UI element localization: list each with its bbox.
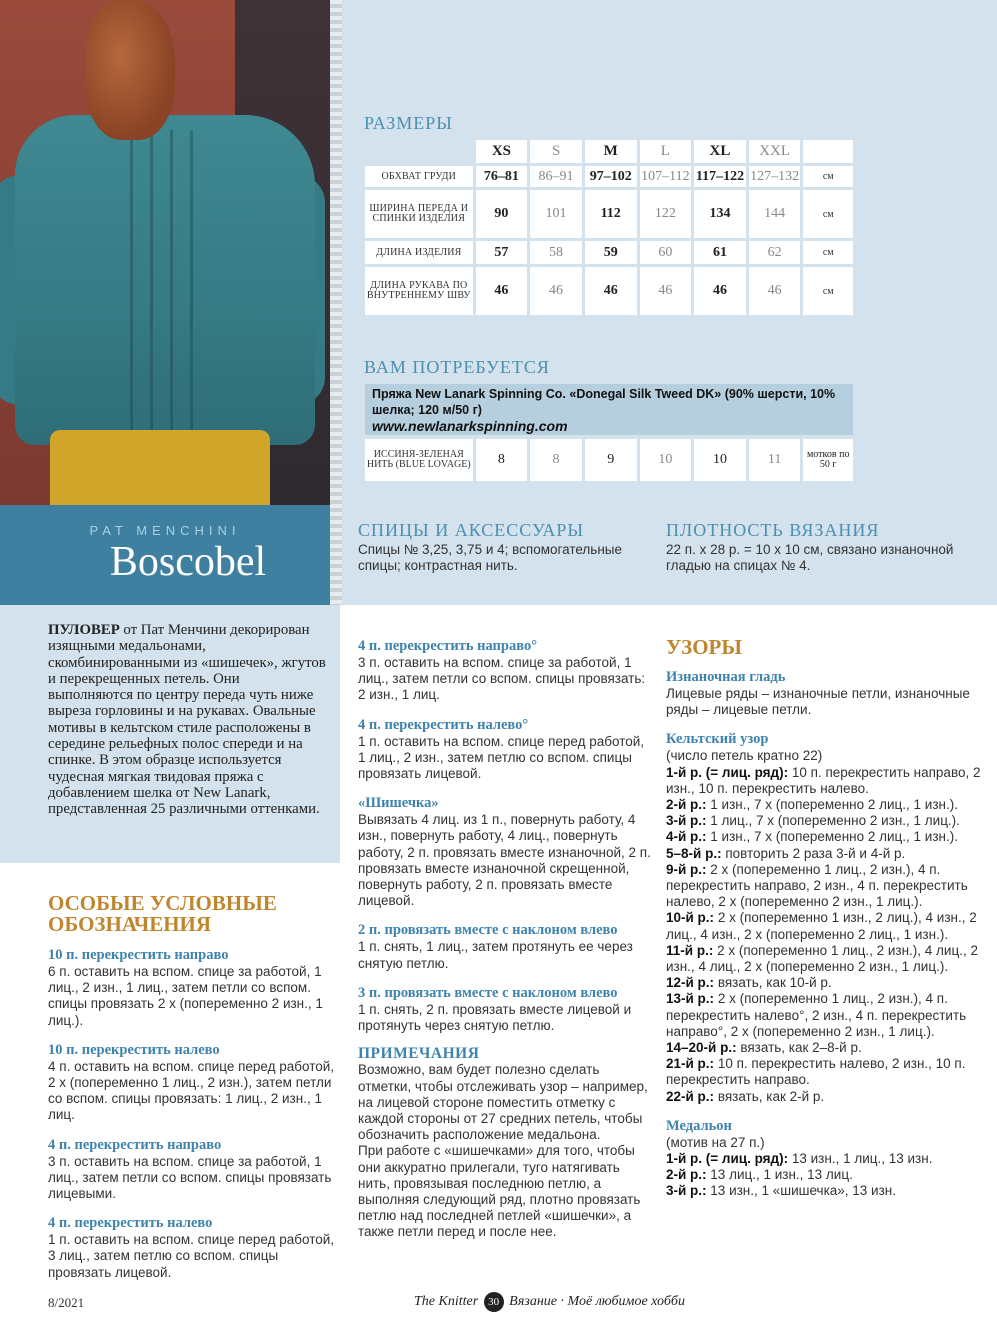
stitch-title: 2 п. провязать вместе с наклоном влево [358,922,618,939]
sizes-table [362,137,856,318]
row-instruction: 13 изн., 1 «шишечка», 13 изн. [706,1183,896,1199]
photo-rib-line [130,130,133,430]
sizes-title: РАЗМЕРЫ [364,113,453,133]
size-value: 46 [476,267,528,315]
stitch-text: 1 п. оставить на вспом. спице перед работой, 3 лиц., затем петлю со вспом. спицы провязать лицевой. [48,1232,335,1280]
row-label: ДЛИНА РУКАВА ПО ВНУТРЕННЕМУ ШВУ [365,267,473,315]
size-value: 117–122 [694,166,746,187]
size-value: 58 [530,241,582,264]
pattern-subtitle: Медальон [666,1117,732,1134]
pattern-row [666,910,986,942]
pattern-row [666,943,986,975]
row-instruction: 2 х (попеременно 1 лиц., 2 изн.), 4 п. перекрестить направо, 2 изн., 4 п. перекрестить налево, 2 х (попеременно 2 изн., 1 лиц.). [666,861,968,910]
designer-name: PAT MENCHINI [89,523,241,538]
sizes-header-row [365,140,853,163]
pattern-note: (число петель кратно 22) [666,748,823,764]
size-col-header: M [585,140,637,163]
size-col-header: L [640,140,692,163]
yarn-url-link[interactable]: www.newlanarkspinning.com [372,418,568,434]
table-row [365,267,853,315]
row-number: 12-й р.: [666,975,715,991]
needles-text: Спицы № 3,25, 3,75 и 4; вспомогательные спицы; контрастная нить. [358,542,623,573]
intro-text: от Пат Менчини декорирован изящными медальонами, скомбинированными из «шишечек», жгутов и перекрещенных петель. Они выполняются по центру переда чуть ниже выреза горловины и на рукавах. Овальные мотивы в кельтском стиле расположены в середине рельефных полос спереди и на спинке. В этом образце используется чудесная мягкая твидовая пряжа с добавлением шелка от New Lanark, представленная 25 различными оттенками. [48,622,326,818]
photo-hair [85,0,175,140]
row-number: 5–8-й р.: [666,845,722,861]
size-value: 122 [640,190,692,238]
needles-title: СПИЦЫ И АКСЕССУАРЫ [358,520,585,540]
page-number: 30 [484,1292,504,1312]
pattern-row [666,797,986,813]
pattern-row [666,975,986,991]
row-label: ОБХВАТ ГРУДИ [365,166,473,187]
legend-column-2 [358,637,653,1241]
row-number: 3-й р.: [666,813,707,829]
stitch-title: 4 п. перекрестить направо [48,1136,222,1153]
row-instruction: повторить 2 раза 3-й и 4-й р. [721,845,906,861]
size-col-header: XS [476,140,528,163]
skein-count: 9 [585,439,637,481]
row-number: 3-й р.: [666,1183,707,1199]
pattern-row [666,1183,986,1199]
size-value: 46 [694,267,746,315]
row-label: ИССИНЯ-ЗЕЛЕНАЯ НИТЬ (BLUE LOVAGE) [365,439,473,481]
stitch-title: 3 п. провязать вместе с наклоном влево [358,984,618,1001]
pattern-row [666,1056,986,1088]
stitch-text: 1 п. снять, 2 п. провязать вместе лицевой и протянуть через снятую петлю. [358,1001,632,1034]
size-value: 46 [640,267,692,315]
row-instruction: 10 п. перекрестить налево, 2 изн., 10 п. перекрестить направо. [666,1056,966,1088]
row-instruction: 1 изн., 7 х (попеременно 2 лиц., 1 изн.). [706,797,958,813]
stitch-text: 1 п. снять, 1 лиц., затем протянуть ее через снятую петлю. [358,939,633,971]
yarn-amount-table [362,436,856,484]
medallion-rows [666,1151,986,1200]
notes-paragraph: При работе с «шишечками» для того, чтобы они аккуратно прилегали, туго натягивать нить, провязывая последнюю петлю, а выполняя следующий ряд, плотно провязать петлю над последней петлей «шишечки», а также петли перед и после нее. [358,1143,641,1240]
pattern-row [666,862,986,911]
stitch-text: 3 п. оставить на вспом. спице за работой, 1 лиц., затем петли со вспом. спицы провязать лицевыми. [48,1153,332,1202]
patterns-title: УЗОРЫ [666,635,743,659]
stitch-title: 10 п. перекрестить налево [48,1041,220,1058]
skein-count: 11 [749,439,801,481]
row-instruction: 1 лиц., 7 х (попеременно 2 изн., 1 лиц.). [706,813,960,829]
row-instruction: вязать, как 2-й р. [714,1088,825,1104]
pattern-text: Лицевые ряды – изнаночные петли, изнаночные ряды – лицевые петли. [666,686,970,718]
size-value: 59 [585,241,637,264]
row-instruction: 10 п. перекрестить направо, 2 изн., 10 п. перекрестить налево. [666,764,981,796]
size-value: 60 [640,241,692,264]
skein-count: 10 [640,439,692,481]
stitch-title: 10 п. перекрестить направо [48,947,229,963]
row-number: 2-й р.: [666,1167,707,1183]
magazine-name: The Knitter [414,1294,479,1310]
size-value: 57 [476,241,528,264]
row-instruction: вязать, как 10-й р. [714,975,832,991]
gauge-title: ПЛОТНОСТЬ ВЯЗАНИЯ [666,520,880,540]
size-col-header: S [530,140,582,163]
row-label: ШИРИНА ПЕРЕДА И СПИНКИ ИЗДЕЛИЯ [365,190,473,238]
unit-label: см [803,267,853,315]
stitch-text: 1 п. оставить на вспом. спице перед работой, 1 лиц., 2 изн., затем петлю со вспом. спицы провязать лицевой. [358,733,645,782]
magazine-footer [414,1292,685,1312]
unit-label: см [803,190,853,238]
celtic-rows [666,765,986,1105]
size-value: 107–112 [640,166,692,187]
magazine-subtitle: Вязание · Моё любимое хобби [509,1294,685,1310]
pattern-row [666,1167,986,1183]
stitch-text: 4 п. оставить на вспом. спице перед работой, 2 х (попеременно 1 лиц., 2 изн.), затем петли со вспом. спицы провязать: 1 лиц., 2 изн., 1 лиц. [48,1058,335,1123]
row-label: ДЛИНА ИЗДЕЛИЯ [365,241,473,264]
pattern-name: Boscobel [109,539,267,585]
row-instruction: 13 изн., 1 лиц., 13 изн. [788,1151,933,1167]
skein-count: 10 [694,439,746,481]
photo-rib-line [170,130,173,430]
pattern-row [666,813,986,829]
pattern-row [666,829,986,845]
intro-lead: ПУЛОВЕР [48,622,120,638]
size-value: 61 [694,241,746,264]
pattern-row [666,765,986,797]
legend-column-1 [48,946,343,1281]
size-value: 112 [585,190,637,238]
size-value: 144 [749,190,801,238]
sizes-corner-cell [365,140,473,163]
stitch-text: 3 п. оставить на вспом. спице за работой, 1 лиц., затем петли со вспом. спицы провязать: 2 изн., 1 лиц. [358,655,646,703]
row-number: 11-й р.: [666,942,714,958]
patterns-column [666,668,986,1200]
table-row [365,241,853,264]
pattern-subtitle: Кельтский узор [666,731,769,748]
pattern-note: (мотив на 27 п.) [666,1134,765,1150]
materials-title: ВАМ ПОТРЕБУЕТСЯ [364,357,550,377]
size-value: 62 [749,241,801,264]
pattern-row [666,991,986,1040]
unit-label: см [803,166,853,187]
sizes-unit-header [803,140,853,163]
pattern-row [666,846,986,862]
notes-paragraph: Возможно, вам будет полезно сделать отметки, чтобы отслеживать узор – например, на лицевой стороне поместить отметку с каждой стороны от 27 средних петель, чтобы обозначить расположение медальона. [358,1062,648,1143]
table-row [365,439,853,481]
unit-label: см [803,241,853,264]
stitch-title: 4 п. перекрестить налево° [358,716,529,733]
page-spine [330,0,342,605]
row-number: 21-й р.: [666,1056,715,1072]
photo-sweater [15,115,315,445]
row-instruction: 13 лиц., 1 изн., 13 лиц. [706,1167,853,1183]
row-number: 2-й р.: [666,797,707,813]
skein-count: 8 [476,439,528,481]
photo-pants [50,430,270,505]
stitch-title: 4 п. перекрестить направо° [358,638,537,654]
size-value: 134 [694,190,746,238]
stitch-text: Вывязать 4 лиц. из 1 п., повернуть работу, 4 изн., повернуть работу, 4 лиц., повернуть работу, 2 п. провязать вместе изнаночной, 2 п. провязать вместе изнаночной скрещенной, повернуть работу, 2 п. провязать вместе лицевой. [358,812,651,909]
size-value: 46 [585,267,637,315]
stitch-title: «Шишечка» [358,795,439,812]
row-instruction: 2 х (попеременно 1 изн., 2 лиц.), 4 изн., 2 лиц., 4 изн., 2 х (попеременно 2 лиц., 1 изн.). [666,910,977,942]
row-number: 4-й р.: [666,829,707,845]
notes-title: ПРИМЕЧАНИЯ [358,1045,480,1063]
stitch-title: 4 п. перекрестить налево [48,1215,213,1232]
size-value: 46 [749,267,801,315]
model-photo [0,0,330,505]
intro-box [0,605,340,863]
size-value: 97–102 [585,166,637,187]
row-number: 22-й р.: [666,1088,715,1104]
yarn-name: Пряжа New Lanark Spinning Co. «Donegal Silk Tweed DK» [372,387,722,401]
legend-title: ОСОБЫЕ УСЛОВНЫЕ ОБОЗНАЧЕНИЯ [48,891,277,936]
stitch-text: 6 п. оставить на вспом. спице за работой, 1 лиц., 2 изн., 1 лиц., затем петли со вспом. спицы провязать 2 х (попеременно 2 изн., 1 лиц.). [48,964,323,1028]
size-value: 90 [476,190,528,238]
size-value: 46 [530,267,582,315]
pattern-row [666,1151,986,1167]
table-row [365,166,853,187]
row-number: 13-й р.: [666,991,715,1007]
size-value: 86–91 [530,166,582,187]
size-value: 76–81 [476,166,528,187]
yarn-box [365,384,853,435]
skein-count: 8 [530,439,582,481]
size-value: 127–132 [749,166,801,187]
photo-rib-line [190,130,193,430]
row-number: 1-й р. (= лиц. ряд): [666,764,789,780]
unit-label: мотков по 50 г [803,439,853,481]
table-row [365,190,853,238]
row-number: 14–20-й р.: [666,1040,737,1056]
gauge-text: 22 п. х 28 р. = 10 х 10 см, связано изнаночной гладью на спицах № 4. [666,542,954,573]
row-number: 1-й р. (= лиц. ряд): [666,1151,789,1167]
row-number: 10-й р.: [666,910,715,926]
photo-rib-line [150,130,153,430]
pattern-row [666,1089,986,1105]
row-instruction: вязать, как 2–8-й р. [736,1040,862,1056]
row-instruction: 2 х (попеременно 1 лиц., 2 изн.), 4 лиц., 2 изн., 4 лиц., 2 х (попеременно 2 изн., 1 лиц.). [666,942,978,975]
pattern-row [666,1040,986,1056]
row-instruction: 1 изн., 7 х (попеременно 2 лиц., 1 изн.). [706,829,958,845]
pattern-subtitle: Изнаночная гладь [666,669,786,685]
row-number: 9-й р.: [666,861,707,877]
size-col-header: XXL [749,140,801,163]
size-value: 101 [530,190,582,238]
issue-number: 8/2021 [48,1295,85,1310]
yarn-composition: (90% шерсти, 10% шелка; 120 м/50 г) [372,387,836,417]
size-col-header: XL [694,140,746,163]
row-instruction: 2 х (попеременно 1 лиц., 2 изн.), 4 п. перекрестить налево°, 2 изн., 4 п. перекрестить направо°, 2 х (попеременно 2 изн., 1 лиц.). [666,991,967,1039]
